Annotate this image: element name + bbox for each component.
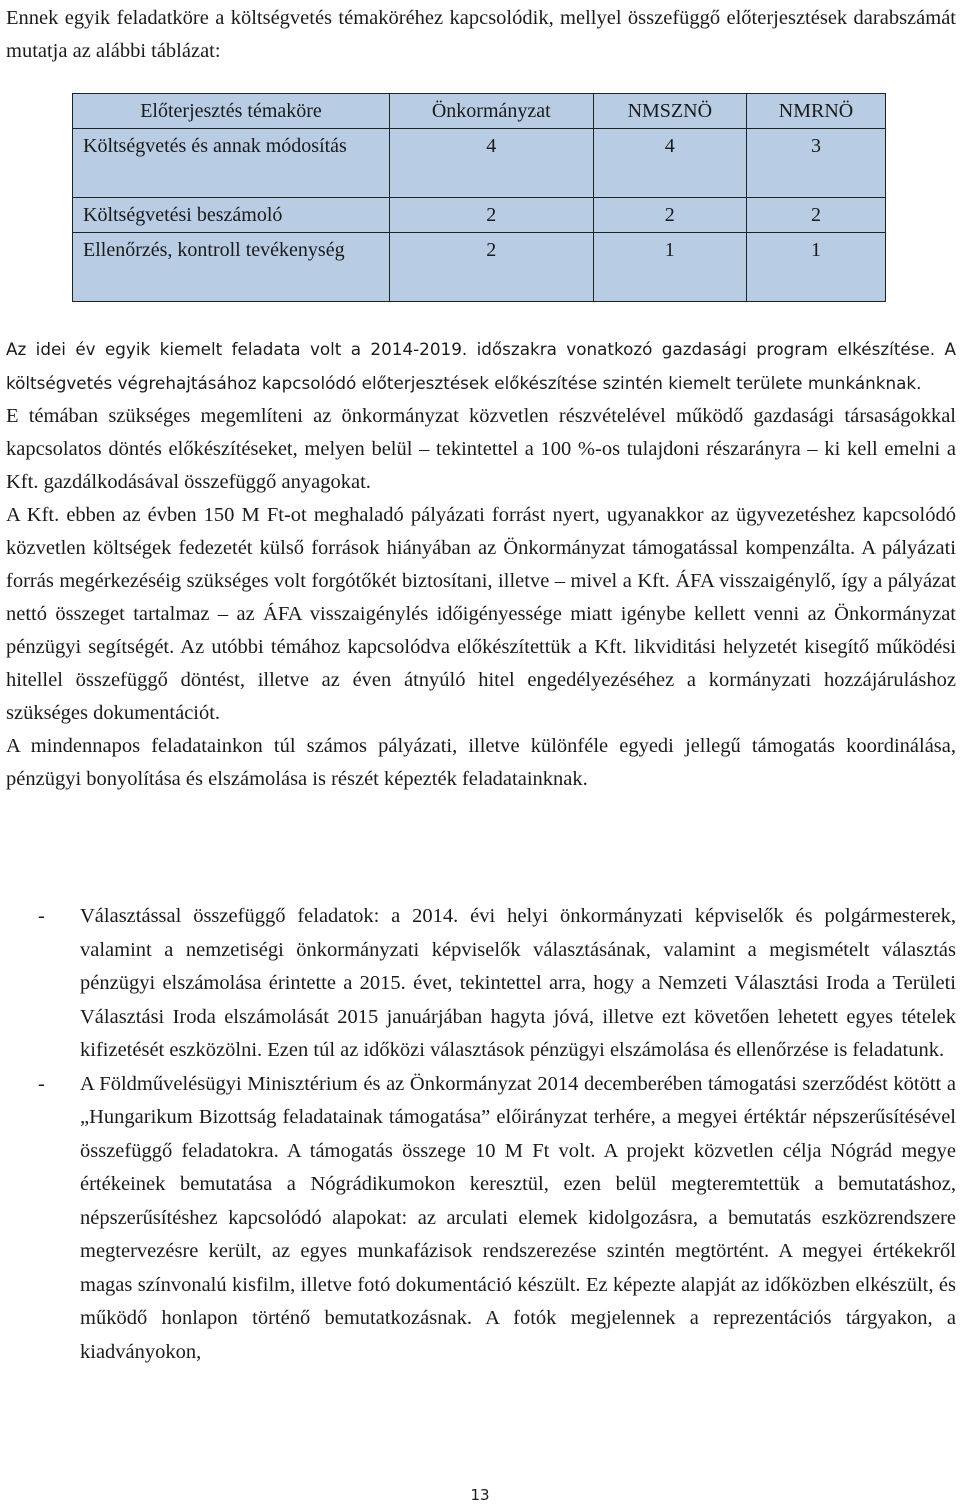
economic-program-paragraph: Az idei év egyik kiemelt feladata volt a 2014-2019. időszakra vonatkozó gazdasági program elkészítése. A költségvetés végrehajtásához kapcsolódó előterjesztések előkészítése szintén kiemelt területe munkánknak. xyxy=(6,339,956,393)
table-cell: 1 xyxy=(747,233,886,302)
list-item xyxy=(6,1068,956,1370)
table-cell: 2 xyxy=(593,198,746,233)
table-header-cell: Előterjesztés témaköre xyxy=(73,94,390,129)
intro-paragraph: Ennek egyik feladatköre a költségvetés témaköréhez kapcsolódik, mellyel összefüggő előterjesztések darabszámát mutatja az alábbi táblázat: xyxy=(6,7,956,62)
list-item xyxy=(6,900,956,1068)
list-dash: - xyxy=(38,905,45,927)
table-cell-topic: Ellenőrzés, kontroll tevékenység xyxy=(73,233,390,302)
table-cell-topic: Költségvetés és annak módosítás xyxy=(73,129,390,198)
proposals-table xyxy=(72,93,886,302)
table-header-cell: Önkormányzat xyxy=(390,94,594,129)
table-cell: 2 xyxy=(390,233,594,302)
body-text xyxy=(6,400,956,796)
table-header-cell: NMRNÖ xyxy=(747,94,886,129)
list-dash: - xyxy=(38,1072,45,1095)
task-list xyxy=(6,900,956,1369)
body-paragraph: A mindennapos feladatainkon túl számos pályázati, illetve különféle egyedi jellegű támogatás koordinálása, pénzügyi bonyolítása és elszámolása is részét képezték feladatainknak. xyxy=(6,735,956,790)
table-cell: 3 xyxy=(747,129,886,198)
page-number: 13 xyxy=(470,1486,490,1504)
table-cell: 4 xyxy=(390,129,594,198)
table-row xyxy=(73,198,886,233)
table-cell: 2 xyxy=(390,198,594,233)
body-paragraph: E témában szükséges megemlíteni az önkormányzat közvetlen részvételével működő gazdasági társaságokkal kapcsolatos döntés előkészítéseket, melyen belül – tekintettel a 100 %-os tulajdoni részarányra – ki kell emelni a Kft. gazdálkodásával összefüggő anyagokat. xyxy=(6,405,956,493)
table-cell-topic: Költségvetési beszámoló xyxy=(73,198,390,233)
table-cell: 2 xyxy=(747,198,886,233)
table-header-row xyxy=(73,94,886,129)
table-header-cell: NMSZNÖ xyxy=(593,94,746,129)
table-cell: 1 xyxy=(593,233,746,302)
body-paragraph: A Kft. ebben az évben 150 M Ft-ot meghaladó pályázati forrást nyert, ugyanakkor az ügyvezetéshez kapcsolódó közvetlen költségek fedezetét külső források hiányában az Önkormányzat támogatással kompenzálta. A pályázati forrás megérkezéséig szükséges volt forgótőkét biztosítani, illetve – mivel a Kft. ÁFA visszaigénylő, így a pályázat nettó összeget tartalmaz – az ÁFA visszaigénylés időigényessége miatt igénybe kellett venni az Önkormányzat pénzügyi segítségét. Az utóbbi témához kapcsolódva előkészítettük a Kft. likviditási helyzetét kisegítő működési hitellel összefüggő döntést, illetve az éven átnyúló hitel engedélyezéséhez a kormányzati hozzájáruláshoz szükséges dokumentációt. xyxy=(6,504,956,724)
list-item-text: A Földművelésügyi Minisztérium és az Önkormányzat 2014 decemberében támogatási szerződést kötött a „Hungarikum Bizottság feladatainak támogatása” előirányzat terhére, a megyei értéktár népszerűsítésével összefüggő feladatokra. A támogatás összege 10 M Ft volt. A projekt közvetlen célja Nógrád megye értékeinek bemutatása a Nógrádikumokon keresztül, ezen belül megteremtettük a bemutatáshoz, népszerűsítéshez kapcsolódó alapokat: az arculati elemek kidolgozásra, a bemutatás eszközrendszere megtervezésre került, az egyes munkafázisok rendszerezése szintén megtörtént. A megyei értékekről magas színvonalú kisfilm, illetve fotó dokumentáció készült. Ez képezte alapját az időközben elkészült, és működő honlapon történő bemutatkozásnak. A fotók megjelennek a reprezentációs tárgyakon, a kiadványokon, xyxy=(80,1072,956,1363)
list-item-text: Választással összefüggő feladatok: a 2014. évi helyi önkormányzati képviselők és polgármesterek, valamint a nemzetiségi önkormányzati képviselők választásának, valamint a megismételt választás pénzügyi elszámolása érintette a 2015. évet, tekintettel arra, hogy a Nemzeti Választási Iroda a Területi Választási Iroda elszámolását 2015 januárjában hagyta jóvá, illetve ezt követően lehetett egyes tételek kifizetését eszközölni. Ezen túl az időközi választások pénzügyi elszámolása és ellenőrzése is feladatunk. xyxy=(80,905,956,1061)
table-cell: 4 xyxy=(593,129,746,198)
table-row xyxy=(73,129,886,198)
table-row xyxy=(73,233,886,302)
